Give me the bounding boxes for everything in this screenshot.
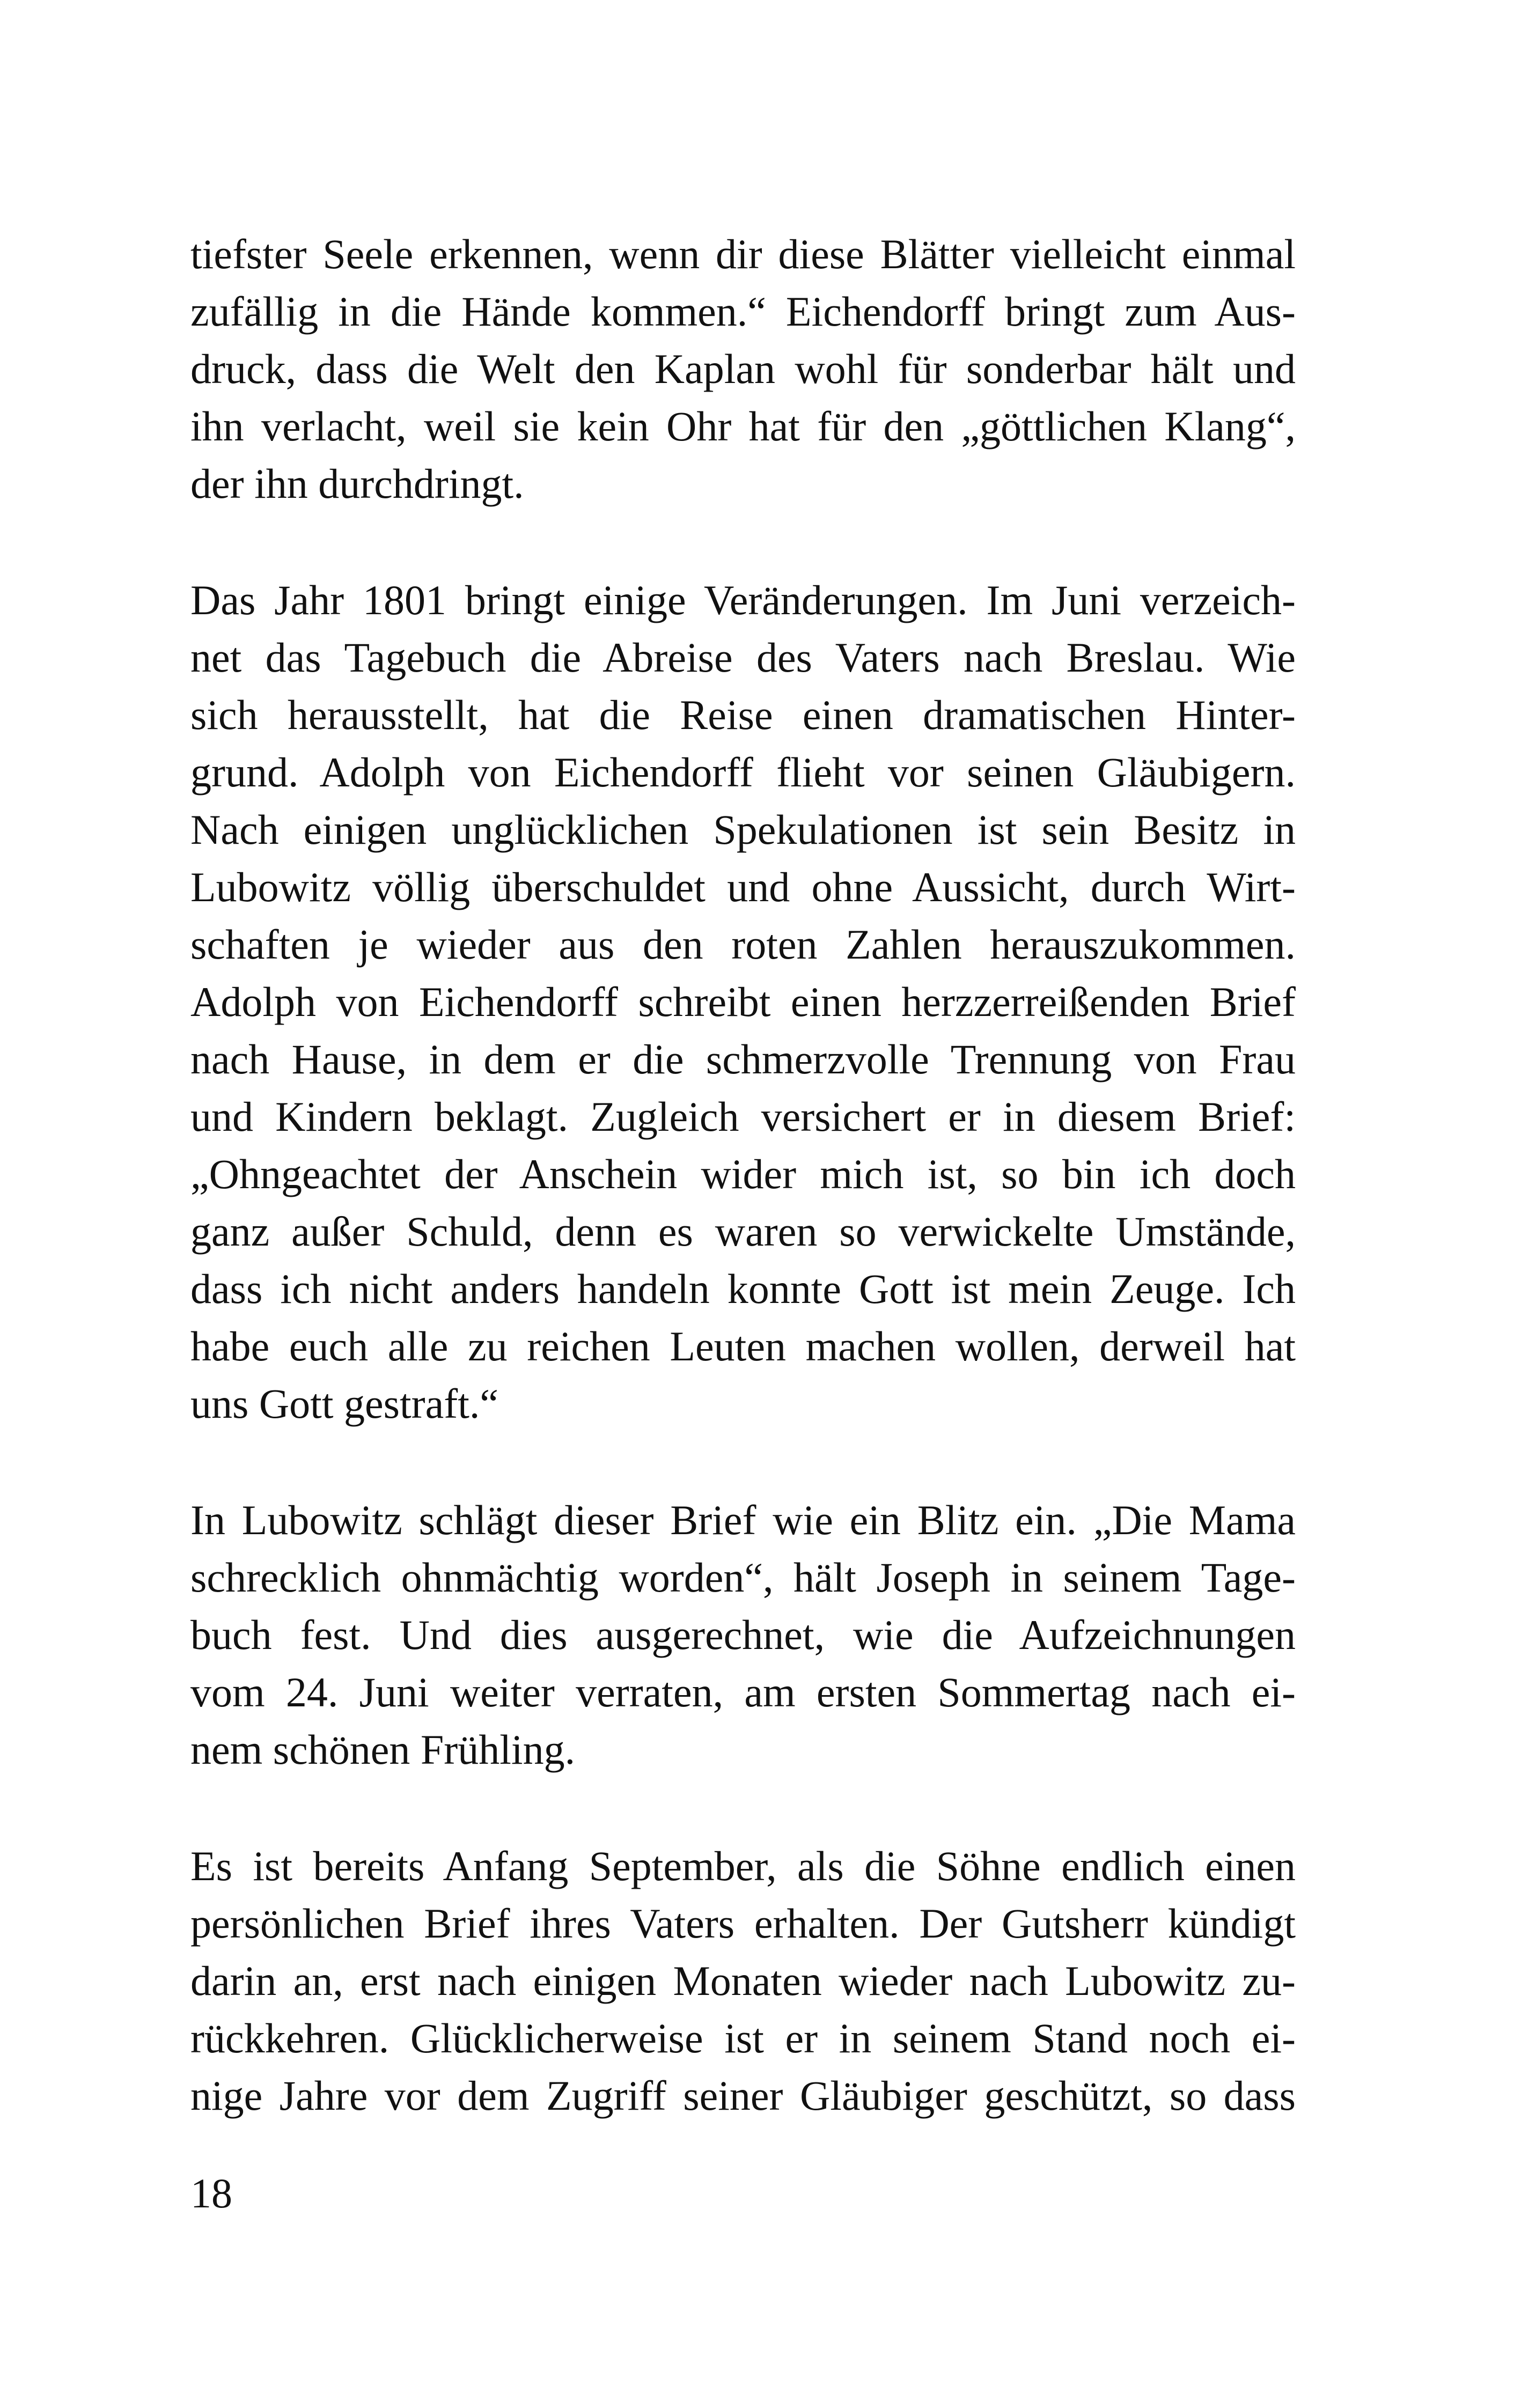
text-line: uns Gott gestraft.“	[190, 1380, 499, 1427]
text-line: druck, dass die Welt den Kaplan wohl für sonderbar hält und	[190, 345, 1296, 392]
text-line: persönlichen Brief ihres Vaters erhalten. Der Gutsherr kündigt	[190, 1900, 1296, 1947]
text-line: darin an, erst nach einigen Monaten wieder nach Lubowitz zu-	[190, 1957, 1296, 2004]
text-line: ihn verlacht, weil sie kein Ohr hat für den „göttlichen Klang“,	[190, 403, 1296, 450]
paragraph	[190, 1491, 1296, 1778]
text-line: In Lubowitz schlägt dieser Brief wie ein Blitz ein. „Die Mama	[190, 1497, 1296, 1543]
paragraph	[190, 571, 1296, 1432]
text-line: schrecklich ohnmächtig worden“, hält Joseph in seinem Tage-	[190, 1554, 1296, 1601]
text-line: „Ohngeachtet der Anschein wider mich ist, so bin ich doch	[190, 1151, 1296, 1197]
text-line: Lubowitz völlig überschuldet und ohne Aussicht, durch Wirt-	[190, 864, 1296, 910]
text-line: nem schönen Frühling.	[190, 1726, 576, 1773]
text-line: tiefster Seele erkennen, wenn dir diese Blätter vielleicht einmal	[190, 231, 1296, 277]
text-line: zufällig in die Hände kommen.“ Eichendorff bringt zum Aus-	[190, 288, 1296, 335]
text-line: buch fest. Und dies ausgerechnet, wie die Aufzeichnungen	[190, 1611, 1296, 1658]
text-line: Es ist bereits Anfang September, als die Söhne endlich einen	[190, 1843, 1296, 1889]
text-line: Nach einigen unglücklichen Spekulationen ist sein Besitz in	[190, 806, 1296, 853]
text-line: habe euch alle zu reichen Leuten machen wollen, derweil hat	[190, 1323, 1296, 1369]
text-line: Adolph von Eichendorff schreibt einen herzzerreißenden Brief	[190, 978, 1296, 1025]
text-line: sich herausstellt, hat die Reise einen dramatischen Hinter-	[190, 691, 1296, 738]
text-line: net das Tagebuch die Abreise des Vaters nach Breslau. Wie	[190, 634, 1296, 681]
text-line: nach Hause, in dem er die schmerzvolle Trennung von Frau	[190, 1036, 1296, 1083]
paragraph	[190, 1837, 1296, 2124]
text-line: schaften je wieder aus den roten Zahlen herauszukommen.	[190, 921, 1296, 968]
text-line: grund. Adolph von Eichendorff flieht vor seinen Gläubigern.	[190, 749, 1296, 796]
text-line: rückkehren. Glücklicherweise ist er in seinem Stand noch ei-	[190, 2015, 1296, 2061]
text-line: der ihn durchdringt.	[190, 460, 524, 507]
text-line: nige Jahre vor dem Zugriff seiner Gläubiger geschützt, so dass	[190, 2072, 1296, 2119]
text-line: Das Jahr 1801 bringt einige Veränderungen. Im Juni verzeich-	[190, 577, 1296, 623]
body-text	[190, 225, 1296, 2183]
text-line: vom 24. Juni weiter verraten, am ersten Sommertag nach ei-	[190, 1669, 1296, 1715]
page-number: 18	[190, 2170, 232, 2216]
text-line: und Kindern beklagt. Zugleich versichert er in diesem Brief:	[190, 1093, 1296, 1140]
text-line: ganz außer Schuld, denn es waren so verwickelte Umstände,	[190, 1208, 1296, 1255]
paragraph	[190, 225, 1296, 512]
text-line: dass ich nicht anders handeln konnte Gott ist mein Zeuge. Ich	[190, 1265, 1296, 1312]
